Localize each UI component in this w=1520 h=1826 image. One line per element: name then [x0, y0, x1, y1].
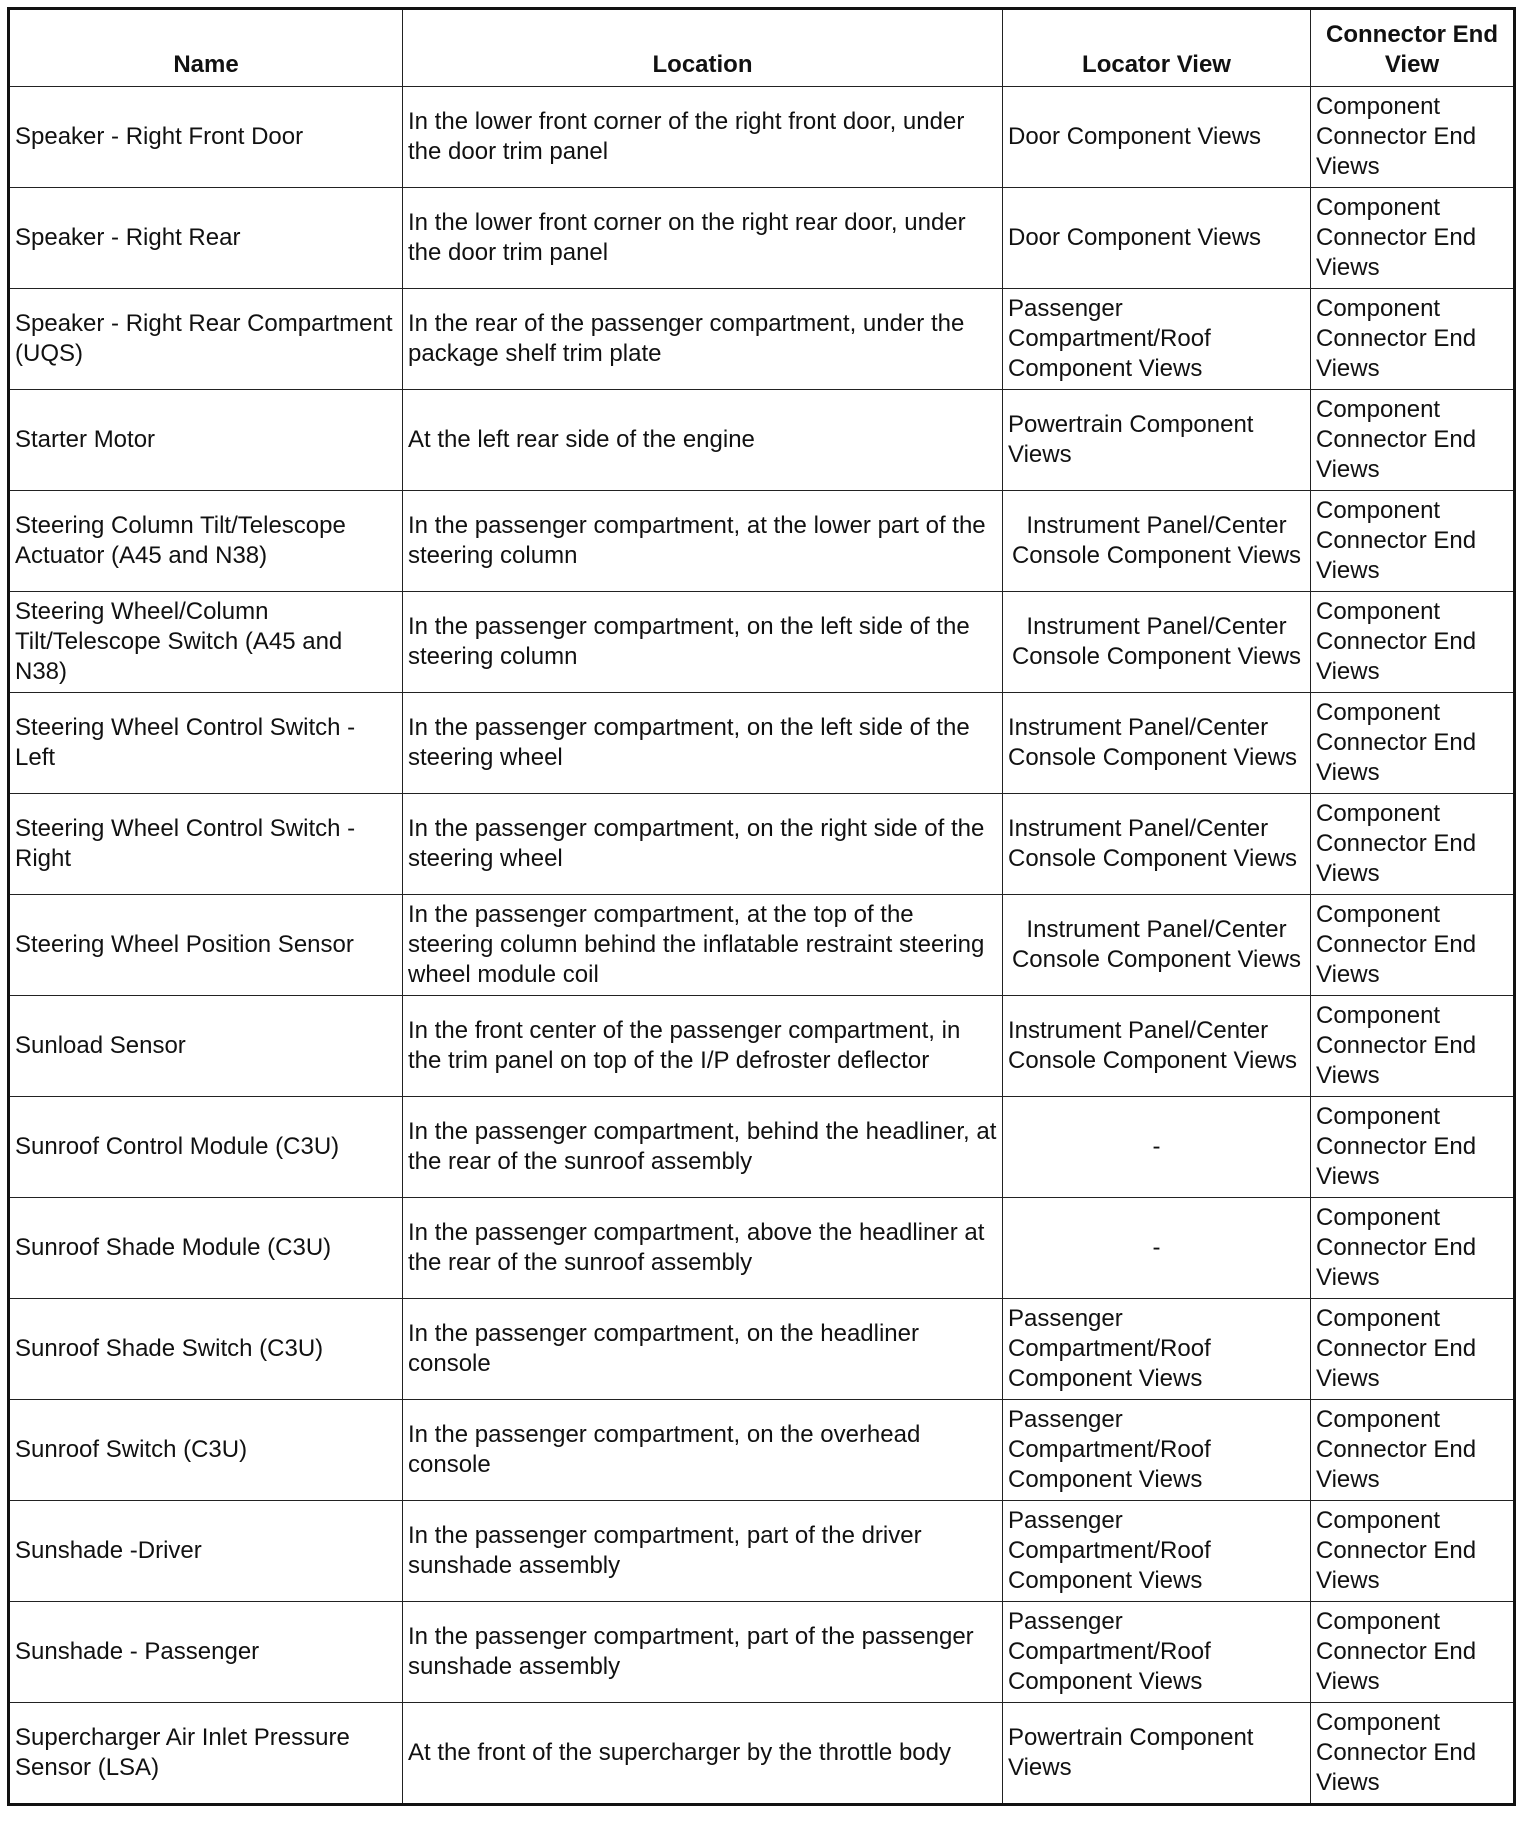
cell-location: In the passenger compartment, on the left side of the steering wheel	[403, 693, 1003, 794]
cell-connector-end-view: Component Connector End Views	[1311, 1097, 1515, 1198]
table-row	[9, 1299, 1515, 1400]
cell-locator-view: -	[1003, 1097, 1311, 1198]
cell-name: Steering Wheel Control Switch - Left	[9, 693, 403, 794]
table-row	[9, 794, 1515, 895]
cell-connector-end-view: Component Connector End Views	[1311, 1501, 1515, 1602]
cell-location: In the lower front corner of the right front door, under the door trim panel	[403, 87, 1003, 188]
cell-locator-view: Passenger Compartment/Roof Component Views	[1003, 1602, 1311, 1703]
cell-location: In the passenger compartment, at the top of the steering column behind the inflatable restraint steering wheel module coil	[403, 895, 1003, 996]
cell-connector-end-view: Component Connector End Views	[1311, 188, 1515, 289]
table-row	[9, 592, 1515, 693]
cell-connector-end-view: Component Connector End Views	[1311, 1602, 1515, 1703]
cell-locator-view: Passenger Compartment/Roof Component Views	[1003, 289, 1311, 390]
cell-connector-end-view: Component Connector End Views	[1311, 693, 1515, 794]
cell-location: At the left rear side of the engine	[403, 390, 1003, 491]
table-row	[9, 996, 1515, 1097]
cell-name: Sunroof Switch (C3U)	[9, 1400, 403, 1501]
cell-locator-view: Powertrain Component Views	[1003, 390, 1311, 491]
cell-location: In the passenger compartment, behind the headliner, at the rear of the sunroof assembly	[403, 1097, 1003, 1198]
cell-location: In the passenger compartment, on the left side of the steering column	[403, 592, 1003, 693]
table-row	[9, 1400, 1515, 1501]
cell-locator-view: Instrument Panel/Center Console Component Views	[1003, 693, 1311, 794]
cell-name: Steering Wheel Position Sensor	[9, 895, 403, 996]
component-locator-table-container	[7, 7, 1513, 1806]
cell-connector-end-view: Component Connector End Views	[1311, 895, 1515, 996]
cell-name: Sunroof Shade Module (C3U)	[9, 1198, 403, 1299]
cell-connector-end-view: Component Connector End Views	[1311, 491, 1515, 592]
cell-name: Sunload Sensor	[9, 996, 403, 1097]
table-row	[9, 87, 1515, 188]
header-name: Name	[9, 9, 403, 87]
cell-name: Speaker - Right Rear	[9, 188, 403, 289]
cell-name: Speaker - Right Front Door	[9, 87, 403, 188]
cell-name: Steering Wheel Control Switch - Right	[9, 794, 403, 895]
table-row	[9, 1602, 1515, 1703]
cell-locator-view: Instrument Panel/Center Console Component Views	[1003, 996, 1311, 1097]
table-row	[9, 1198, 1515, 1299]
cell-locator-view: Passenger Compartment/Roof Component Views	[1003, 1501, 1311, 1602]
cell-locator-view: Passenger Compartment/Roof Component Views	[1003, 1299, 1311, 1400]
table-row	[9, 1501, 1515, 1602]
cell-locator-view: Door Component Views	[1003, 188, 1311, 289]
cell-connector-end-view: Component Connector End Views	[1311, 87, 1515, 188]
cell-locator-view: Door Component Views	[1003, 87, 1311, 188]
cell-connector-end-view: Component Connector End Views	[1311, 1299, 1515, 1400]
table-row	[9, 289, 1515, 390]
cell-location: In the passenger compartment, on the right side of the steering wheel	[403, 794, 1003, 895]
cell-location: At the front of the supercharger by the throttle body	[403, 1703, 1003, 1805]
cell-locator-view: Instrument Panel/Center Console Component Views	[1003, 592, 1311, 693]
cell-name: Sunshade -Driver	[9, 1501, 403, 1602]
cell-name: Starter Motor	[9, 390, 403, 491]
cell-name: Sunshade - Passenger	[9, 1602, 403, 1703]
cell-locator-view: Passenger Compartment/Roof Component Views	[1003, 1400, 1311, 1501]
cell-location: In the passenger compartment, part of the driver sunshade assembly	[403, 1501, 1003, 1602]
cell-name: Sunroof Shade Switch (C3U)	[9, 1299, 403, 1400]
cell-location: In the passenger compartment, on the overhead console	[403, 1400, 1003, 1501]
table-row	[9, 693, 1515, 794]
cell-location: In the passenger compartment, on the headliner console	[403, 1299, 1003, 1400]
table-row	[9, 1097, 1515, 1198]
table-body	[9, 87, 1515, 1805]
cell-location: In the rear of the passenger compartment, under the package shelf trim plate	[403, 289, 1003, 390]
table-row	[9, 491, 1515, 592]
header-locator-view: Locator View	[1003, 9, 1311, 87]
cell-location: In the passenger compartment, above the headliner at the rear of the sunroof assembly	[403, 1198, 1003, 1299]
cell-locator-view: Instrument Panel/Center Console Component Views	[1003, 491, 1311, 592]
cell-connector-end-view: Component Connector End Views	[1311, 390, 1515, 491]
cell-name: Speaker - Right Rear Compartment (UQS)	[9, 289, 403, 390]
cell-location: In the passenger compartment, part of the passenger sunshade assembly	[403, 1602, 1003, 1703]
cell-location: In the lower front corner on the right rear door, under the door trim panel	[403, 188, 1003, 289]
cell-connector-end-view: Component Connector End Views	[1311, 794, 1515, 895]
table-row	[9, 1703, 1515, 1805]
header-connector-end-view: Connector End View	[1311, 9, 1515, 87]
cell-location: In the passenger compartment, at the lower part of the steering column	[403, 491, 1003, 592]
cell-name: Sunroof Control Module (C3U)	[9, 1097, 403, 1198]
cell-name: Supercharger Air Inlet Pressure Sensor (LSA)	[9, 1703, 403, 1805]
cell-locator-view: Powertrain Component Views	[1003, 1703, 1311, 1805]
table-row	[9, 895, 1515, 996]
table-header	[9, 9, 1515, 87]
table-row	[9, 390, 1515, 491]
cell-connector-end-view: Component Connector End Views	[1311, 1400, 1515, 1501]
cell-connector-end-view: Component Connector End Views	[1311, 996, 1515, 1097]
header-location: Location	[403, 9, 1003, 87]
cell-connector-end-view: Component Connector End Views	[1311, 1198, 1515, 1299]
component-locator-table	[7, 7, 1516, 1806]
header-row	[9, 9, 1515, 87]
table-row	[9, 188, 1515, 289]
cell-location: In the front center of the passenger compartment, in the trim panel on top of the I/P defroster deflector	[403, 996, 1003, 1097]
cell-connector-end-view: Component Connector End Views	[1311, 1703, 1515, 1805]
cell-name: Steering Column Tilt/Telescope Actuator (A45 and N38)	[9, 491, 403, 592]
cell-connector-end-view: Component Connector End Views	[1311, 592, 1515, 693]
cell-locator-view: -	[1003, 1198, 1311, 1299]
cell-locator-view: Instrument Panel/Center Console Component Views	[1003, 895, 1311, 996]
cell-locator-view: Instrument Panel/Center Console Component Views	[1003, 794, 1311, 895]
cell-connector-end-view: Component Connector End Views	[1311, 289, 1515, 390]
cell-name: Steering Wheel/Column Tilt/Telescope Switch (A45 and N38)	[9, 592, 403, 693]
